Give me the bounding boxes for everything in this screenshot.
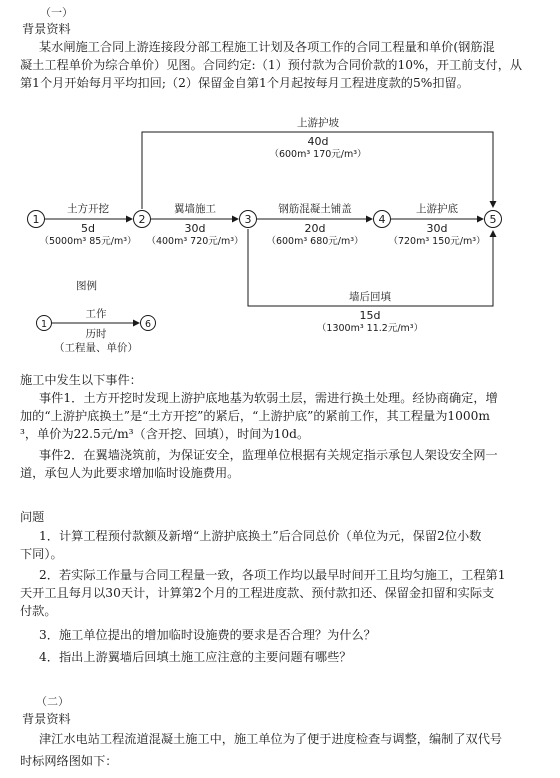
duration-wingwall: 30d	[184, 222, 206, 235]
event-1-line-1: 事件1．土方开挖时发现上游护底地基为软弱土层，需进行换土处理。经协商确定，增	[39, 391, 498, 405]
network-diagram	[0, 110, 560, 370]
duration-slope-protection: 40d	[307, 135, 329, 148]
svg-text:5: 5	[489, 213, 497, 226]
work-label-backfill: 墙后回填	[349, 291, 391, 303]
duration-rc-apron: 20d	[304, 222, 326, 235]
work-label-earthwork: 土方开挖	[67, 203, 109, 215]
detail-rc-apron: （600m³ 680元/m³）	[266, 236, 364, 247]
question-1-line-2: 下同）。	[20, 547, 63, 561]
duration-earthwork: 5d	[81, 222, 95, 235]
detail-slope-protection: （600m³ 170元/m³）	[269, 149, 367, 160]
svg-text:3: 3	[244, 213, 252, 226]
node-5	[485, 211, 502, 228]
node-4	[374, 211, 391, 228]
node-2	[134, 211, 151, 228]
legend-work: 工作	[85, 308, 107, 320]
event-1-line-2: 加的“上游护底换土”是“土方开挖”的紧后，“上游护底”的紧前工作，其工程量为1000m	[20, 409, 490, 423]
legend-duration: 历时	[85, 328, 107, 340]
section-2-intro-line-1: 津江水电站工程流道混凝土施工中，施工单位为了便于进度检查与调整，编制了双代号	[39, 732, 503, 746]
node-1	[28, 211, 45, 228]
section-1-marker: （一）	[40, 6, 73, 19]
duration-backfill: 15d	[359, 309, 381, 322]
section-1-bg-title: 背景资料	[22, 22, 71, 36]
svg-text:1: 1	[32, 213, 40, 226]
question-1-line-1: 1．计算工程预付款额及新增“上游护底换土”后合同总价（单位为元，保留2位小数	[39, 529, 482, 543]
detail-backfill: （1300m³ 11.2元/m³）	[316, 323, 424, 334]
question-2-line-3: 付款。	[20, 604, 57, 618]
section-2-intro-line-2: 时标网络图如下：	[20, 754, 118, 768]
question-4: 4．指出上游翼墙后回填土施工应注意的主要问题有哪些？	[39, 650, 352, 664]
work-label-rc-apron: 钢筋混凝土铺盖	[278, 203, 352, 215]
event-1-line-3: ³，单价为22.5元/m³（含开挖、回填），时间为10d。	[20, 427, 310, 441]
legend-start-node: 1	[40, 319, 48, 330]
detail-wingwall: （400m³ 720元/m³）	[146, 236, 244, 247]
legend-end-node: 6	[144, 319, 152, 330]
diagram-legend	[37, 279, 156, 354]
intro-line-1: 某水闸施工合同上游连接段分部工程施工计划及各项工作的合同工程量和单价(钢筋混	[39, 40, 495, 54]
work-label-slope-protection: 上游护坡	[297, 117, 339, 129]
intro-line-3: 第1个月开始每月平均扣回;（2）保留金自第1个月起按每月工程进度款的5%扣留。	[20, 76, 469, 90]
intro-line-2: 凝土工程单价为综合单价）见图。合同约定:（1）预付款为合同价款的10%，开工前支付，从	[20, 58, 523, 72]
svg-text:2: 2	[138, 213, 146, 226]
questions-title: 问题	[20, 510, 45, 524]
event-2-line-2: 道，承包人为此要求增加临时设施费用。	[20, 466, 240, 480]
question-2-line-2: 天开工且每月以30天计，计算第2个月的工程进度款、预付款扣还、保留金扣留和实际支	[20, 586, 495, 600]
section-2-bg-title: 背景资料	[22, 712, 71, 726]
legend-detail: （工程量、单价）	[54, 342, 138, 354]
event-2-line-1: 事件2．在翼墙浇筑前，为保证安全，监理单位根据有关规定指示承包人架设安全网一	[39, 448, 498, 462]
work-label-bed-protection: 上游护底	[416, 203, 458, 215]
node-3	[240, 211, 257, 228]
events-intro: 施工中发生以下事件：	[20, 373, 142, 387]
question-2-line-1: 2．若实际工作量与合同工程量一致，各项工作均以最早时间开工且均匀施工，工程第1	[39, 568, 506, 582]
work-label-wingwall: 翼墙施工	[174, 203, 216, 215]
section-2-marker: （二）	[36, 695, 69, 708]
question-3: 3．施工单位提出的增加临时设施费的要求是否合理？为什么？	[39, 628, 376, 642]
detail-earthwork: （5000m³ 85元/m³）	[39, 236, 137, 247]
svg-text:4: 4	[378, 213, 386, 226]
duration-bed-protection: 30d	[426, 222, 448, 235]
detail-bed-protection: （720m³ 150元/m³）	[388, 236, 486, 247]
legend-title: 图例	[76, 280, 97, 292]
